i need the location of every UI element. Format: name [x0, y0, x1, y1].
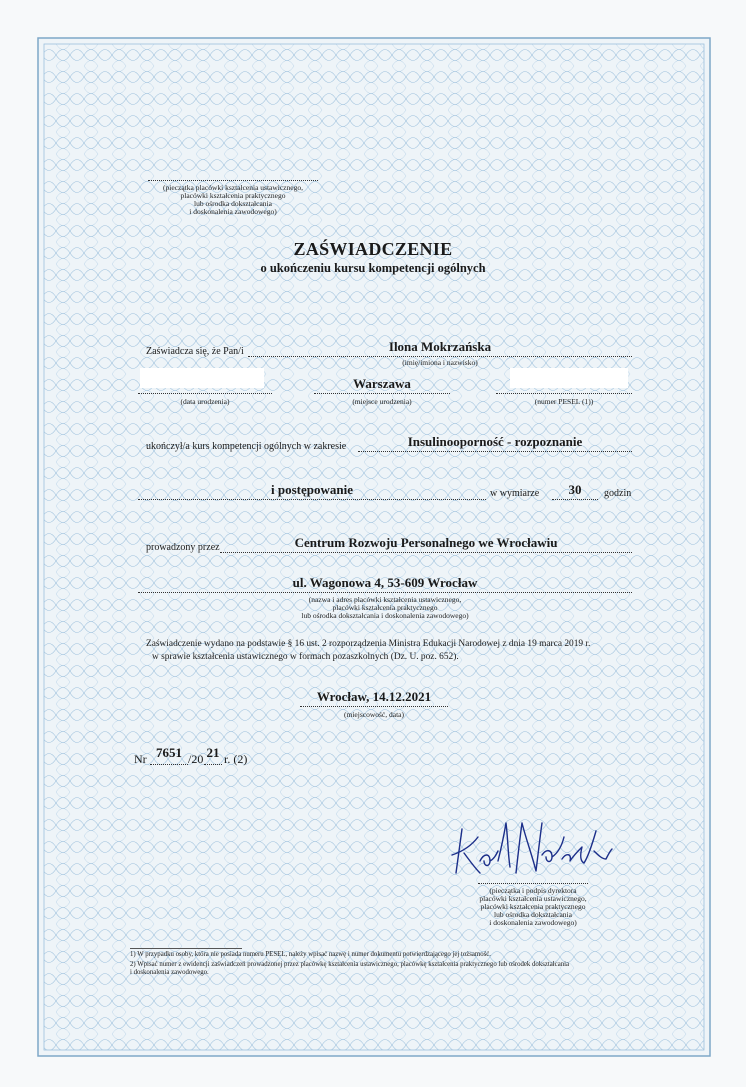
- footnote-1: 1) W przypadku osoby, która nie posiada numeru PESEL, należy wpisać nazwę i numer dokumentu potwierdzającego jej tożsamość.: [130, 951, 491, 958]
- stamp-caption-2: placówki kształcenia praktycznego: [180, 191, 286, 200]
- birth-date-redaction: [140, 368, 264, 388]
- birth-place-caption: (miejsce urodzenia): [352, 397, 412, 406]
- number-year: 21: [206, 745, 220, 760]
- issue-place-date: Wrocław, 14.12.2021: [316, 689, 432, 704]
- legal-basis-line-1: Zaświadczenie wydano na podstawie § 16 ust. 2 rozporządzenia Ministra Edukacji Narodowej z dnia 19 marca 2019 r.: [146, 639, 591, 649]
- pesel-redaction: [510, 368, 628, 388]
- stamp-line: [148, 180, 318, 181]
- number-mid: /20: [188, 752, 204, 766]
- provider-caption-1: (nazwa i adres placówki kształcenia ustawicznego,: [308, 595, 462, 604]
- hours-label: w wymiarze: [490, 488, 540, 499]
- hours-unit: godzin: [604, 488, 632, 499]
- provider-caption-3: lub ośrodka dokształcania i doskonalenia zawodowego): [301, 611, 469, 620]
- footnote-2a: 2) Wpisać numer z ewidencji zaświadczeń prowadzonej przez placówkę kształcenia ustawicznego, placówkę kształcenia praktycznego lub ośrodek dokształcania: [130, 961, 570, 968]
- stamp-caption-1: (pieczątka placówki kształcenia ustawicznego,: [163, 183, 303, 192]
- signature-caption-3: placówki kształcenia praktycznego: [480, 902, 586, 911]
- course-label: ukończył/a kurs kompetencji ogólnych w zakresie: [146, 441, 347, 452]
- signature-line: [478, 883, 588, 884]
- provider-address-line: [138, 592, 632, 593]
- pesel-caption: (numer PESEL (1)): [534, 397, 594, 406]
- number-year-line: [204, 764, 222, 765]
- legal-basis-line-2: w sprawie kształcenia ustawicznego w formach pozaszkolnych (Dz. U. poz. 652).: [152, 652, 459, 662]
- provider-name: Centrum Rozwoju Personalnego we Wrocławiu: [294, 535, 558, 550]
- provider-name-line: [220, 552, 632, 553]
- document-title: ZAŚWIADCZENIE: [293, 239, 453, 259]
- signature-caption-1: (pieczątka i podpis dyrektora: [489, 886, 577, 895]
- course-topic-2: i postępowanie: [271, 482, 353, 497]
- number-prefix: Nr: [134, 752, 147, 766]
- birth-place: Warszawa: [353, 376, 411, 391]
- provider-label: prowadzony przez: [146, 542, 220, 553]
- person-name: Ilona Mokrzańska: [388, 339, 492, 354]
- birth-date-caption: (data urodzenia): [180, 397, 230, 406]
- pesel-line: [496, 393, 632, 394]
- signature-caption-5: i doskonalenia zawodowego): [489, 918, 577, 927]
- number-value: 7651: [156, 745, 182, 760]
- provider-address: ul. Wagonowa 4, 53-609 Wrocław: [292, 575, 478, 590]
- person-name-caption: (imię/imiona i nazwisko): [402, 358, 478, 367]
- name-line: [248, 356, 632, 357]
- number-value-line: [150, 764, 188, 765]
- issue-caption: (miejscowość, data): [344, 710, 404, 719]
- hours-value: 30: [568, 482, 582, 497]
- stamp-caption-3: lub ośrodka dokształcania: [194, 199, 272, 208]
- birth-place-line: [314, 393, 450, 394]
- birth-date-line: [138, 393, 272, 394]
- person-label: Zaświadcza się, że Pan/i: [146, 346, 244, 357]
- provider-caption-2: placówki kształcenia praktycznego: [332, 603, 438, 612]
- number-suffix: r. (2): [224, 752, 248, 766]
- course-topic-1: Insulinooporność - rozpoznanie: [407, 434, 583, 449]
- issue-line: [300, 706, 448, 707]
- stamp-caption-4: i doskonalenia zawodowego): [189, 207, 277, 216]
- footnote-2b: i doskonalenia zawodowego.: [130, 969, 209, 976]
- course-topic-line-2: [138, 499, 486, 500]
- footnote-rule: [130, 948, 242, 949]
- director-signature: [446, 815, 621, 885]
- signature-caption-2: placówki kształcenia ustawicznego,: [479, 894, 587, 903]
- course-topic-line-1: [358, 451, 632, 452]
- signature-caption-4: lub ośrodka dokształcania: [494, 910, 572, 919]
- hours-line: [552, 499, 598, 500]
- document-subtitle: o ukończeniu kursu kompetencji ogólnych: [260, 261, 486, 275]
